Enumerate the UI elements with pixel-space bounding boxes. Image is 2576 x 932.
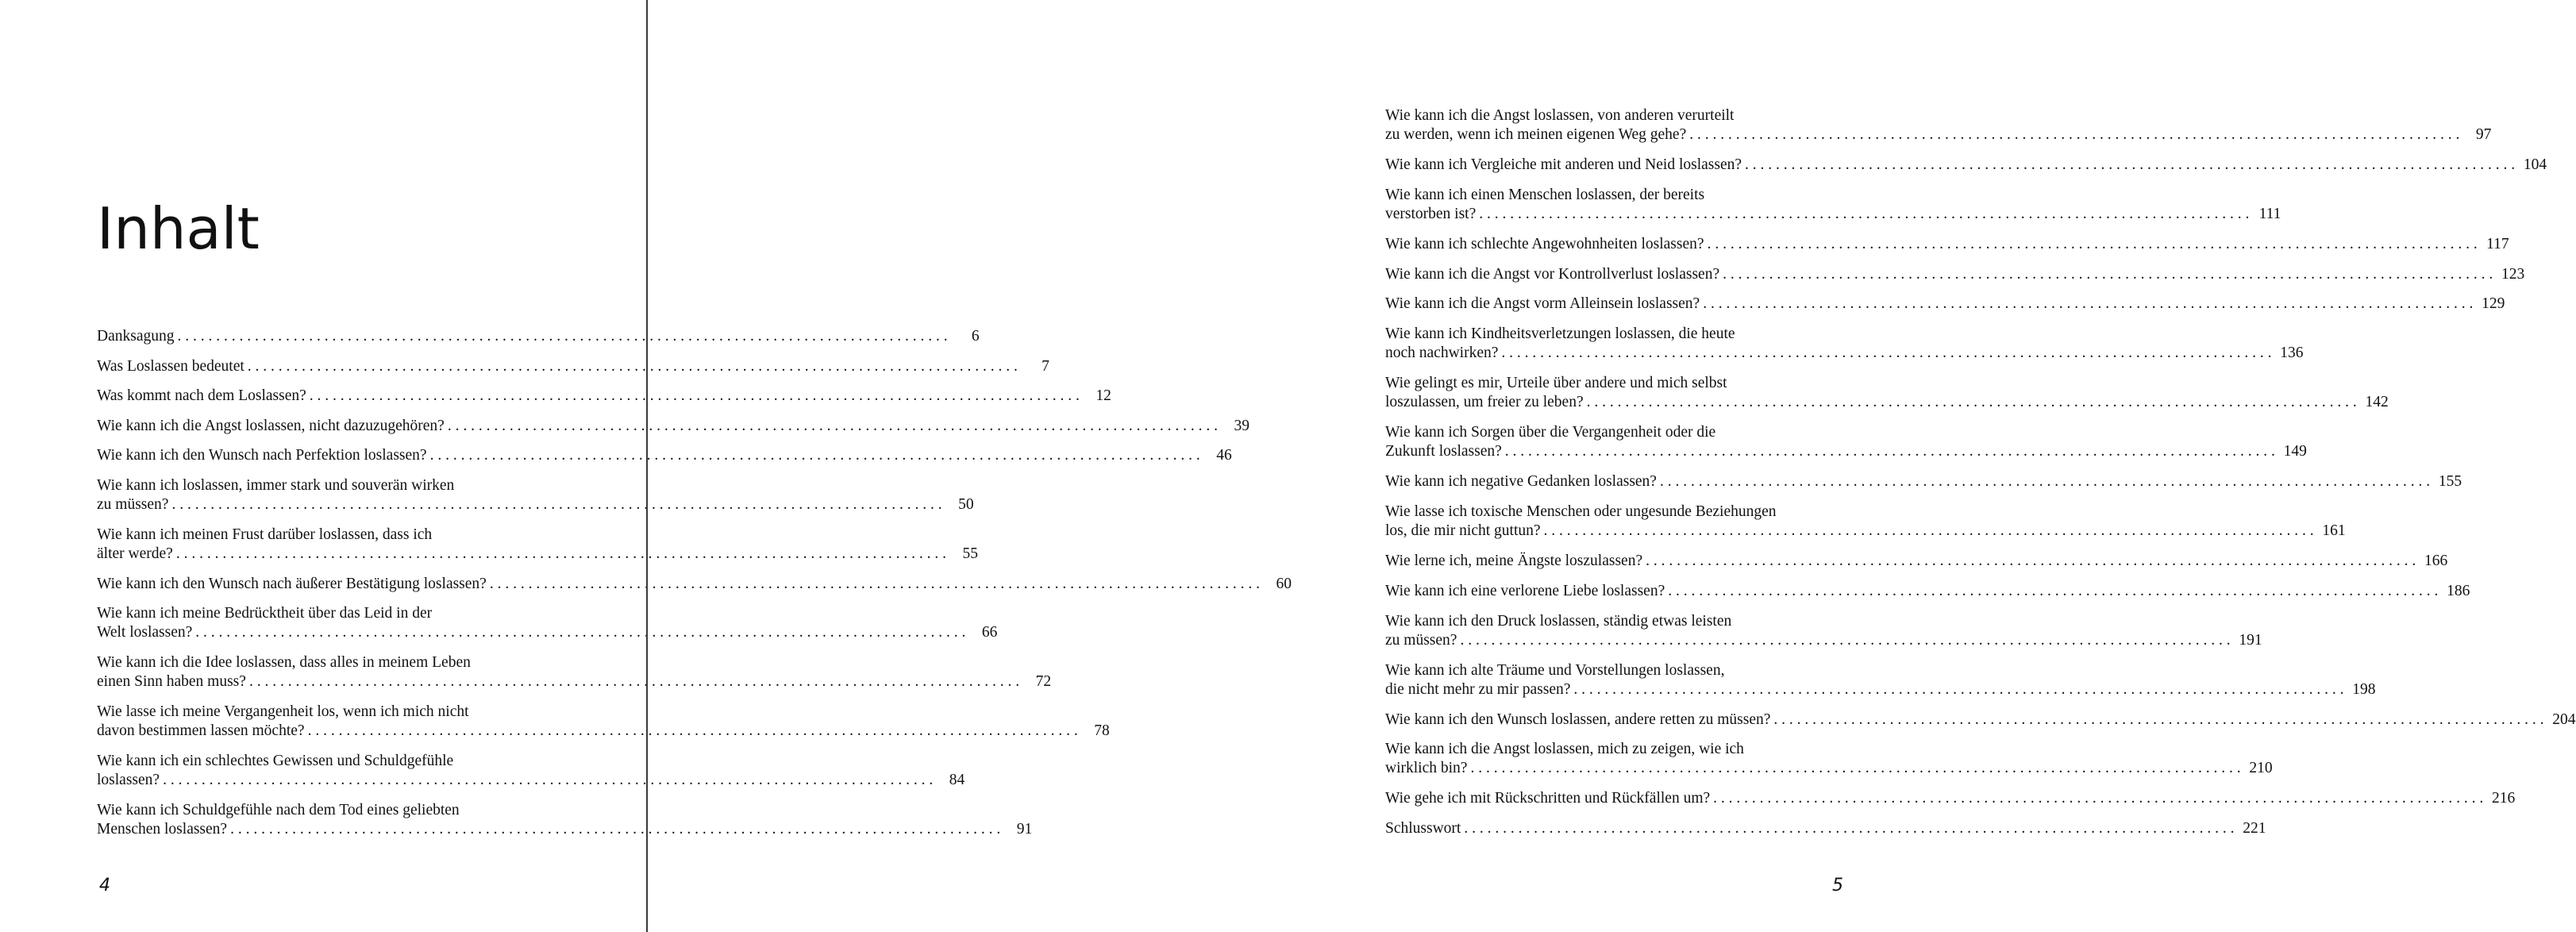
toc-entry-title: Wie kann ich den Wunsch nach äußerer Bestätigung loslassen? (97, 575, 487, 592)
toc-entry-title: Wie kann ich die Idee loslassen, dass alles in meinem Leben (97, 654, 471, 671)
toc-entry-title: Wie kann ich die Angst loslassen, von anderen verurteilt (1385, 107, 1735, 124)
dot-leader (1544, 522, 2314, 541)
toc-page-number: 198 (2352, 680, 2376, 698)
toc-page-number: 136 (2280, 345, 2304, 362)
toc-page-number: 46 (1216, 447, 1232, 464)
toc-page-number: 12 (1095, 387, 1111, 404)
toc-entry-title: älter werde? (97, 545, 173, 562)
page-number-left: 4 (99, 876, 110, 895)
toc-page-number: 221 (2243, 820, 2266, 838)
toc-page-number: 111 (2258, 205, 2281, 222)
toc-entry-row (1385, 711, 2576, 730)
toc-entry-title: Wie gehe ich mit Rückschritten und Rückfällen um? (1385, 790, 1711, 807)
toc-entry-row (97, 495, 974, 514)
toc-entry-title: wirklich bin? (1385, 760, 1468, 777)
toc-entry-title: davon bestimmen lassen möchte? (97, 722, 305, 739)
toc-page-number: 117 (2486, 235, 2509, 252)
toc-entry (97, 327, 980, 357)
toc-entry-title: Zukunft loslassen? (1385, 443, 1502, 460)
toc-entry-title: Wie kann ich alte Träume und Vorstellungen loslassen, (1385, 661, 1725, 679)
toc-entry-title: Wie kann ich Vergleiche mit anderen und Neid loslassen? (1385, 156, 1742, 173)
dot-leader (1703, 295, 2473, 314)
toc-entry (97, 446, 1232, 476)
dot-leader (1713, 789, 2483, 808)
dot-leader (1464, 819, 2234, 838)
toc-page-number: 91 (1016, 821, 1033, 838)
toc-entry-title: Wie kann ich die Angst loslassen, mich zu zeigen, wie ich (1385, 741, 1744, 758)
toc-entry-row (1385, 680, 2376, 699)
toc-entry (1385, 472, 2462, 503)
toc-entry-title: einen Sinn haben muss? (97, 673, 246, 690)
toc-entry (1385, 156, 2547, 186)
toc-entry-row (97, 446, 1232, 465)
toc-entry-row (1385, 582, 2470, 601)
toc-entry-row (1385, 522, 2346, 541)
toc-entry-title: Wie kann ich negative Gedanken loslassen? (1385, 473, 1657, 491)
toc-entry (97, 387, 1111, 417)
toc-page-number: 6 (971, 328, 980, 345)
toc-entry (1385, 789, 2516, 819)
toc-page-number: 7 (1042, 357, 1049, 375)
toc-entry-title: Menschen loslassen? (97, 821, 228, 838)
toc-page-number: 84 (949, 772, 965, 788)
toc-entry-title: loslassen? (97, 772, 160, 788)
toc-page-number: 104 (2523, 156, 2547, 173)
toc-entry-title: Wie lerne ich, meine Ängste loszulassen? (1385, 552, 1643, 569)
toc-entry-title: Wie kann ich die Angst loslassen, nicht dazuzugehören? (97, 417, 445, 434)
dot-leader (1773, 711, 2543, 730)
toc-entry-row (1385, 631, 2262, 650)
toc-entry (1385, 325, 2304, 374)
dot-leader (1587, 393, 2357, 412)
toc-entry-row (1385, 819, 2266, 838)
toc-entry-row (1385, 789, 2516, 808)
toc-entry-title: Wie kann ich meinen Frust darüber loslassen, dass ich (97, 526, 433, 543)
toc-page-number: 66 (981, 624, 998, 641)
toc-entry-title: Was kommt nach dem Loslassen? (97, 387, 306, 404)
toc-page-number: 166 (2424, 552, 2448, 569)
toc-entry-row (1385, 344, 2304, 363)
toc-entry-row (1385, 235, 2509, 254)
toc-page-number: 72 (1035, 673, 1052, 690)
toc-page-number: 204 (2552, 711, 2576, 728)
toc-page-number: 39 (1234, 417, 1249, 434)
toc-entry-row (1385, 442, 2307, 461)
toc-entry-title: Welt loslassen? (97, 624, 193, 641)
toc-page-number: 129 (2482, 295, 2505, 313)
toc-entry (1385, 186, 2281, 235)
toc-entry-row (1385, 156, 2547, 175)
toc-entry (1385, 265, 2525, 295)
page-number-right: 5 (1832, 876, 1843, 895)
dot-leader (1460, 631, 2230, 650)
toc-entry-row (1385, 393, 2389, 412)
toc-entry-title: Wie kann ich die Angst vorm Alleinsein loslassen? (1385, 295, 1700, 313)
toc-entry (1385, 374, 2389, 423)
toc-entry (1385, 106, 2492, 156)
table-of-contents-left (97, 327, 1292, 850)
toc-entry-title: loszulassen, um freier zu leben? (1385, 394, 1584, 411)
toc-entry (1385, 711, 2576, 741)
toc-entry-row (97, 623, 998, 642)
toc-entry (97, 526, 978, 575)
toc-entry (97, 357, 1049, 387)
toc-entry-title: Wie gelingt es mir, Urteile über andere und mich selbst (1385, 375, 1727, 392)
toc-entry (97, 476, 974, 526)
toc-entry-row (1385, 552, 2448, 571)
toc-entry-title: los, die mir nicht guttun? (1385, 522, 1541, 539)
toc-entry-title: Wie kann ich die Angst vor Kontrollverlust loslassen? (1385, 265, 1720, 283)
toc-entry-title: Wie kann ich loslassen, immer stark und souverän wirken (97, 476, 455, 494)
toc-entry-row (97, 545, 978, 564)
toc-entry-title: Wie kann ich meine Bedrücktheit über das Leid in der (97, 605, 433, 622)
toc-page-number: 210 (2249, 760, 2273, 777)
toc-entry-row (97, 771, 965, 790)
toc-entry-row (97, 327, 980, 346)
toc-entry-row (97, 575, 1292, 594)
toc-entry-title: Wie kann ich ein schlechtes Gewissen und Schuldgefühle (97, 753, 454, 769)
toc-entry (1385, 552, 2448, 582)
dot-leader (1689, 125, 2459, 144)
dot-leader (1573, 680, 2343, 699)
toc-entry-row (1385, 205, 2281, 224)
toc-page-number: 142 (2365, 394, 2389, 411)
toc-entry (1385, 612, 2262, 661)
toc-page-number: 50 (958, 495, 974, 513)
toc-entry (1385, 295, 2505, 325)
toc-entry (97, 752, 965, 801)
toc-page-number: 186 (2447, 582, 2470, 599)
toc-entry-title: zu werden, wenn ich meinen eigenen Weg gehe? (1385, 126, 1687, 143)
toc-entry (1385, 661, 2376, 711)
toc-entry-title: Wie kann ich schlechte Angewohnheiten loslassen? (1385, 235, 1704, 252)
dot-leader (1745, 156, 2515, 175)
right-page (648, 0, 2576, 932)
dot-leader (1646, 552, 2416, 571)
toc-page-number: 149 (2283, 443, 2307, 460)
toc-entry-title: Wie lasse ich meine Vergangenheit los, wenn ich mich nicht (97, 703, 469, 720)
toc-entry-row (97, 672, 1052, 691)
toc-entry (97, 604, 998, 653)
toc-entry-title: Wie kann ich Kindheitsverletzungen loslassen, die heute (1385, 325, 1735, 343)
page-title: Inhalt (97, 195, 260, 262)
toc-page-number: 60 (1276, 575, 1292, 592)
toc-page-number: 123 (2501, 265, 2525, 283)
toc-entry-title: Schlusswort (1385, 820, 1461, 838)
toc-entry-title: Was Loslassen bedeutet (97, 357, 245, 375)
toc-entry-row (97, 387, 1111, 406)
toc-entry-title: Wie kann ich Schuldgefühle nach dem Tod eines geliebten (97, 802, 460, 818)
toc-entry-title: zu müssen? (97, 495, 169, 513)
toc-entry-row (97, 357, 1049, 376)
toc-page-number: 191 (2239, 631, 2262, 649)
dot-leader (1501, 344, 2271, 363)
toc-entry (1385, 235, 2509, 265)
toc-page-number: 55 (962, 545, 978, 562)
toc-entry-row (1385, 265, 2525, 284)
toc-entry-title: Wie kann ich Sorgen über die Vergangenheit oder die (1385, 424, 1716, 441)
toc-entry-row (1385, 472, 2462, 491)
dot-leader (1505, 442, 2275, 461)
toc-entry-row (97, 820, 1033, 839)
toc-entry (97, 703, 1110, 752)
toc-entry-title: die nicht mehr zu mir passen? (1385, 680, 1571, 698)
dot-leader (1479, 205, 2249, 224)
dot-leader (1708, 235, 2478, 254)
toc-entry-title: zu müssen? (1385, 631, 1457, 649)
toc-entry-row (1385, 759, 2273, 778)
toc-entry-row (1385, 295, 2505, 314)
toc-page-number: 78 (1094, 722, 1110, 739)
toc-entry-row (97, 722, 1110, 741)
toc-entry-title: Wie lasse ich toxische Menschen oder ungesunde Beziehungen (1385, 503, 1777, 520)
dot-leader (1660, 472, 2430, 491)
toc-entry-title: Wie kann ich den Wunsch nach Perfektion loslassen? (97, 447, 427, 464)
toc-entry-title: Wie kann ich den Wunsch loslassen, andere retten zu müssen? (1385, 711, 1771, 728)
toc-entry (1385, 423, 2307, 472)
toc-entry-title: noch nachwirken? (1385, 345, 1499, 362)
toc-page-number: 216 (2492, 790, 2516, 807)
toc-page-number: 155 (2438, 473, 2462, 491)
dot-leader (1668, 582, 2438, 601)
toc-entry-title: Wie kann ich den Druck loslassen, ständig etwas leisten (1385, 612, 1732, 630)
toc-entry-title: verstorben ist? (1385, 205, 1477, 222)
toc-page-number: 97 (2475, 126, 2492, 143)
toc-entry (97, 653, 1052, 703)
toc-entry (1385, 582, 2470, 612)
toc-entry (1385, 819, 2266, 849)
toc-entry-title: Wie kann ich einen Menschen loslassen, der bereits (1385, 186, 1705, 203)
toc-entry-title: Danksagung (97, 328, 175, 345)
toc-entry-row (97, 417, 1249, 436)
dot-leader (1470, 759, 2240, 778)
toc-entry (97, 575, 1292, 605)
dot-leader (1723, 265, 2493, 284)
table-of-contents-right (1385, 106, 2576, 849)
toc-entry (1385, 740, 2273, 789)
toc-entry-title: Wie kann ich eine verlorene Liebe loslassen? (1385, 582, 1665, 599)
toc-entry (97, 417, 1249, 447)
toc-entry (1385, 503, 2346, 552)
toc-entry-row (1385, 125, 2492, 144)
toc-page-number: 161 (2322, 522, 2346, 539)
toc-entry (97, 801, 1033, 850)
